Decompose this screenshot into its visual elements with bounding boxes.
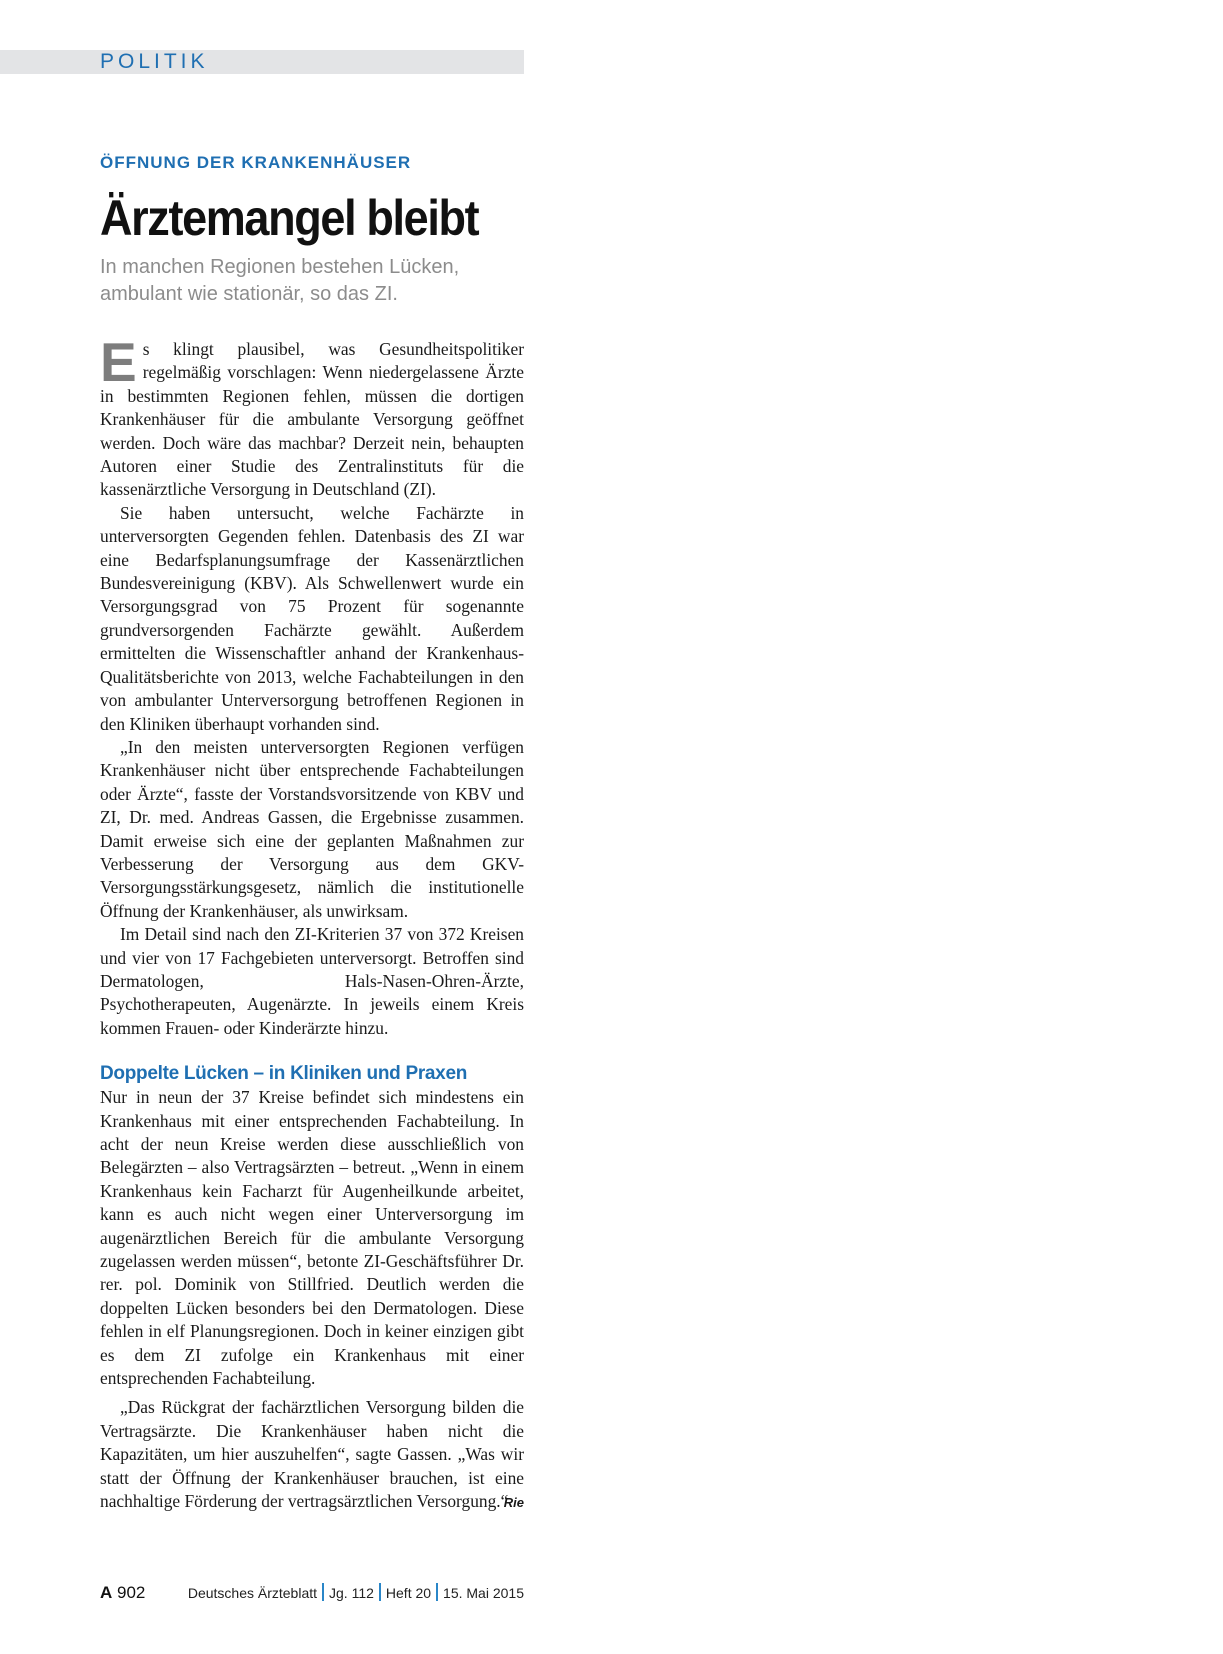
author-byline: Rie [503,1494,524,1510]
section-bar [0,50,524,74]
journal-name: Deutsches Ärzteblatt [187,1585,318,1601]
paragraph-3: „In den meisten unterversorgten Regionen verfügen Krankenhäuser nicht über entsprechende Fachabteilungen oder Ärzte“, fasste der Vorstandsvorsitzende von KBV und ZI, Dr. med. Andreas Gassen, die Ergebnisse zusammen. Damit erweise sich eine der geplanten Maßnahmen zur Verbesserung der Versorgung aus dem GKV-Versorgungsstärkungsgesetz, nämlich die institutionelle Öffnung der Krankenhäuser, als unwirksam. [100,736,524,921]
article-headline: Ärztemangel bleibt [100,190,479,246]
paragraph-4: Im Detail sind nach den ZI-Kriterien 37 von 372 Kreisen und vier von 17 Fachgebieten unterversorgt. Betroffen sind Dermatologen, Hals-Nasen-Ohren-Ärzte, Psychotherapeuten, Augenärzte. In jeweils einem Kreis kommen Frauen- oder Kinderärzte hinzu. [100,924,524,1038]
paragraph-5: Nur in neun der 37 Kreise befindet sich mindestens ein Krankenhaus mit einer entsprechenden Fachabteilung. In acht der neun Kreise werden diese ausschließlich von Belegärzten – also Vertragsärzten – betreut. „Wenn in einem Krankenhaus kein Facharzt für Augenheilkunde arbeitet, kann es auch nicht wegen einer Unterversorgung im augenärztlichen Bereich für die ambulante Versorgung zugelassen werden müssen“, betonte ZI-Geschäftsführer Dr. rer. pol. Dominik von Stillfried. Deutlich werden die doppelten Lücken besonders bei den Dermatologen. Diese fehlen in elf Planungsregionen. Doch in keiner einzigen gibt es dem ZI zufolge ein Krankenhaus mit einer entsprechenden Fachabteilung. [100,1087,524,1389]
dropcap: E [100,331,137,393]
footer-separator [322,1583,324,1601]
page-number-value: 902 [117,1583,146,1602]
article [100,150,524,1510]
article-body [100,331,524,1512]
journal-issue: Heft 20 [385,1585,432,1601]
paragraph-2: Sie haben untersucht, welche Fachärzte in unterversorgten Gegenden fehlen. Datenbasis des ZI war eine Bedarfsplanungsumfrage der Kassenärztlichen Bundesvereinigung (KBV). Als Schwellenwert wurde ein Versorgungsgrad von 75 Prozent für sogenannte grundversorgenden Fachärzte gewählt. Außerdem ermittelten die Wissenschaftler anhand der Krankenhaus-Qualitätsberichte von 2013, welche Fachabteilungen in den von ambulanter Unterversorgung betroffenen Regionen in den Kliniken überhaupt vorhanden sind. [100,502,524,734]
section-subheading: Doppelte Lücken – in Kliniken und Praxen [100,1063,468,1085]
journal-volume: Jg. 112 [329,1585,374,1601]
paragraph-1 [100,331,524,502]
footer-separator [436,1583,438,1601]
article-kicker: ÖFFNUNG DER KRANKENHÄUSER [100,153,412,172]
section-label: POLITIK [100,50,209,73]
publication-info [188,1580,524,1606]
paragraph-6: „Das Rückgrat der fachärztlichen Versorgung bilden die Vertragsärzte. Die Krankenhäuser haben nicht die Kapazitäten, um hier auszuhelfen“, sagte Gassen. „Was wir statt der Öffnung der Krankenhäuser brauchen, ist eine nachhaltige Förderung der vertragsärztlichen Versorgung.“ [100,1397,524,1512]
article-subhead: In manchen Regionen bestehen Lücken, ambulant wie stationär, so das ZI. [100,256,460,305]
footer-separator [379,1583,381,1601]
page-footer [100,1580,524,1606]
journal-date: 15. Mai 2015 [443,1585,524,1601]
page-prefix: A [100,1583,113,1602]
page-number [100,1580,145,1606]
paragraph-1-text: s klingt plausibel, was Gesundheitspolitiker regelmäßig vorschlagen: Wenn niedergelassene Ärzte in bestimmten Regionen fehlen, müssen die dortigen Krankenhäuser für die ambulante Versorgung geöffnet werden. Doch wäre das machbar? Derzeit nein, behaupten Autoren einer Studie des Zentralinstituts für die kassenärztliche Versorgung in Deutschland (ZI). [100,339,524,500]
